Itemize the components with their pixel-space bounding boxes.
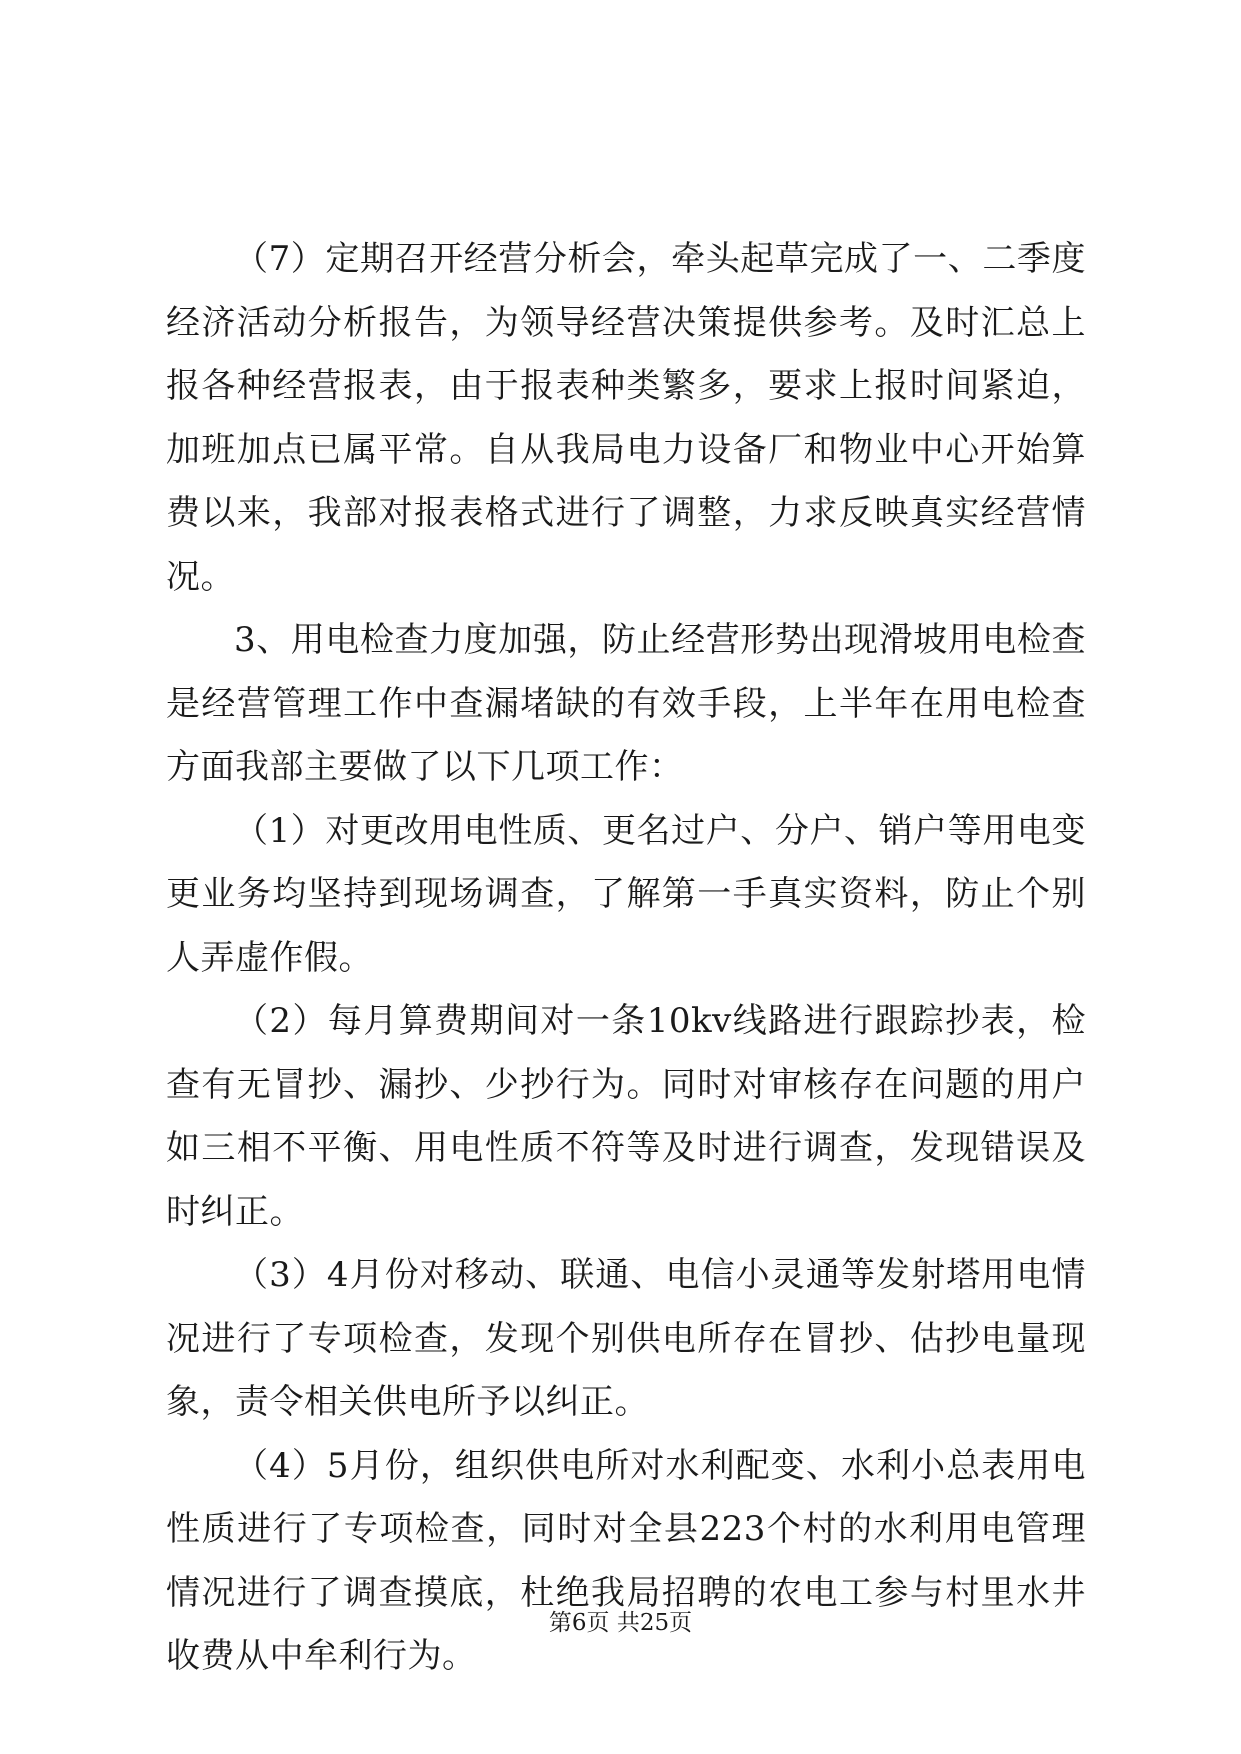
paragraph-item-7: （7）定期召开经营分析会，牵头起草完成了一、二季度经济活动分析报告，为领导经营决策提供参考。及时汇总上报各种经营报表，由于报表种类繁多，要求上报时间紧迫，加班加点已属平常。自从我局电力设备厂和物业中心开始算费以来，我部对报表格式进行了调整，力求反映真实经营情况。 [166, 239, 1086, 597]
paragraph-item-3: （3）4月份对移动、联通、电信小灵通等发射塔用电情况进行了专项检查，发现个别供电所存在冒抄、估抄电量现象，责令相关供电所予以纠正。 [166, 1255, 1086, 1422]
page-number-label: 第6页 共25页 [548, 1610, 693, 1636]
paragraph-item-4: （4）5月份，组织供电所对水利配变、水利小总表用电性质进行了专项检查，同时对全县223个村的水利用电管理情况进行了调查摸底，杜绝我局招聘的农电工参与村里水井收费从中牟利行为。 [166, 1445, 1086, 1676]
paragraph-item-1: （1）对更改用电性质、更名过户、分户、销户等用电变更业务均坚持到现场调查，了解第一手真实资料，防止个别人弄虚作假。 [166, 810, 1086, 978]
document-body [166, 228, 1086, 1689]
page-footer [0, 1608, 1241, 1638]
paragraph-item-2: （2）每月算费期间对一条10kv线路进行跟踪抄表，检查有无冒抄、漏抄、少抄行为。同时对审核存在问题的用户如三相不平衡、用电性质不符等及时进行调查，发现错误及时纠正。 [166, 1001, 1086, 1232]
paragraph-section-3: 3、用电检查力度加强，防止经营形势出现滑坡用电检查是经营管理工作中查漏堵缺的有效手段，上半年在用电检查方面我部主要做了以下几项工作： [166, 620, 1086, 787]
